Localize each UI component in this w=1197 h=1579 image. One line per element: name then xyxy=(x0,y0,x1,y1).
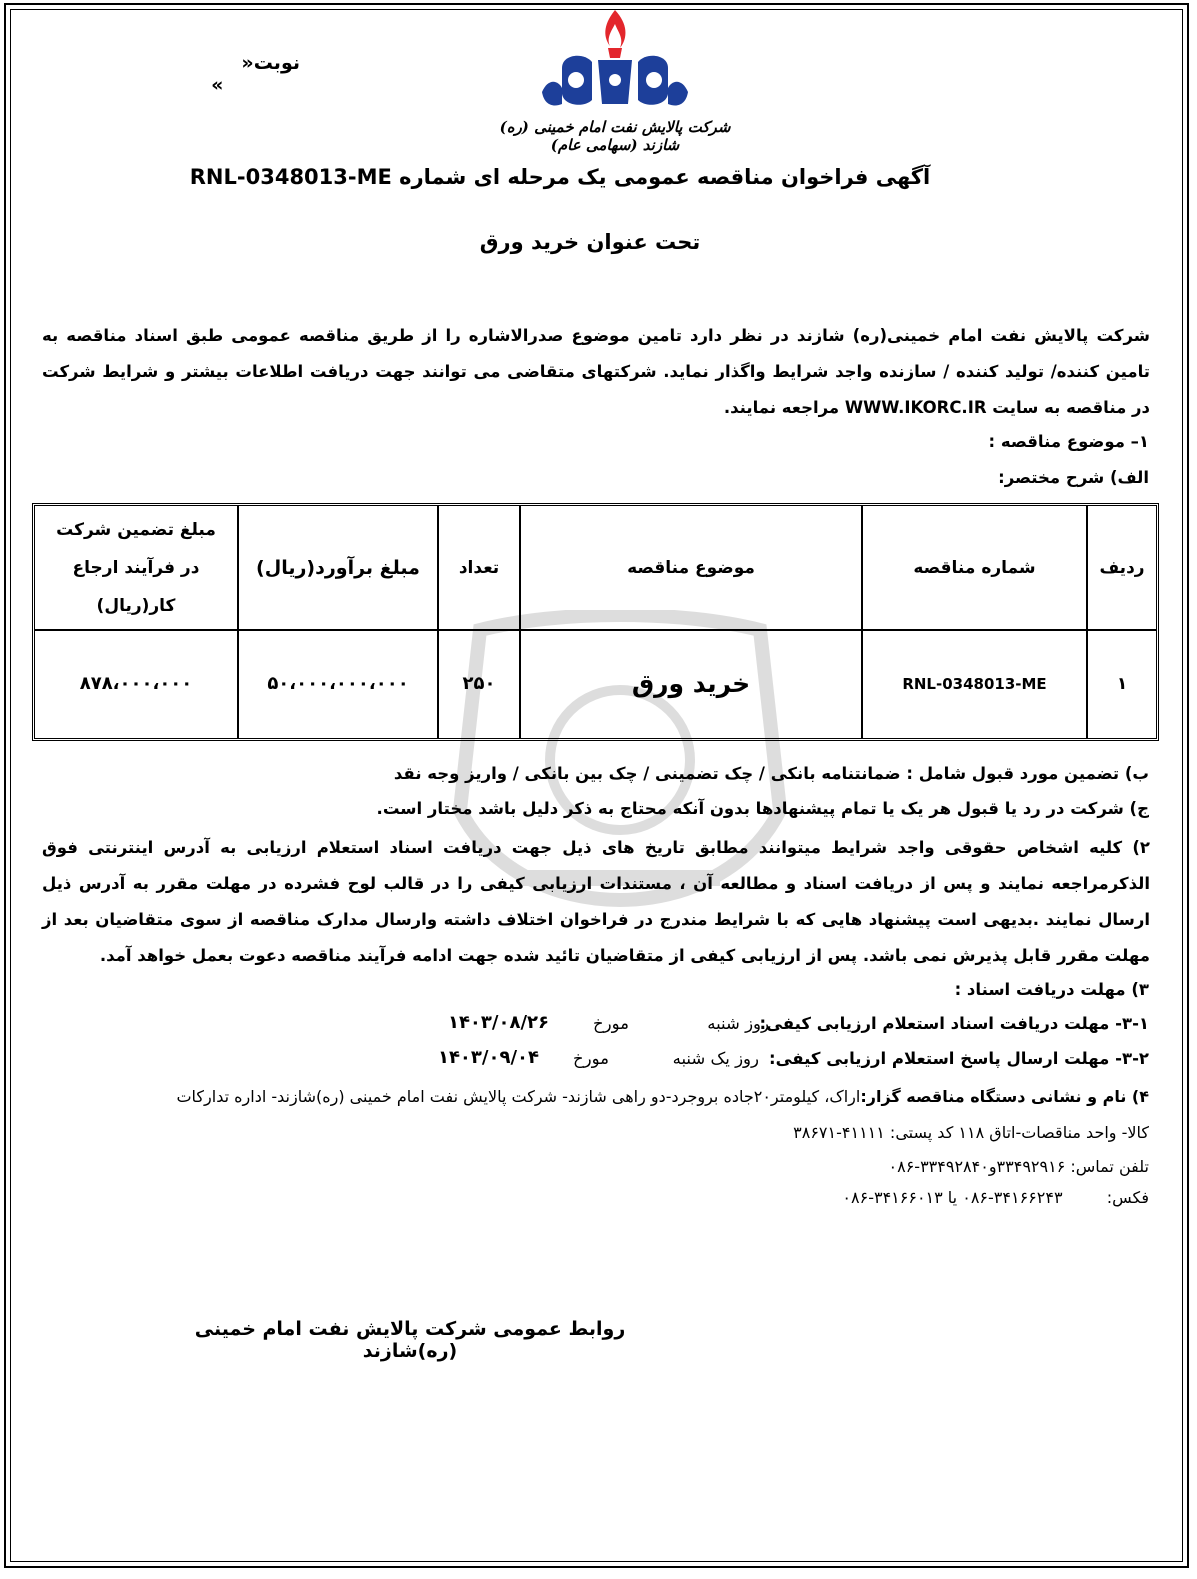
footer-signature: روابط عمومی شرکت پالایش نفت امام خمینی (ره)شازند xyxy=(194,1318,626,1362)
fax-label: فکس: xyxy=(1106,1188,1149,1207)
section1-heading: ۱– موضوع مناقصه : xyxy=(988,432,1149,451)
section4-address1: اراک، کیلومتر۲۰جاده بروجرد-دو راهی شازند- شرکت پالایش نفت امام خمینی (ره)شازند- اداره تدارکات xyxy=(176,1087,861,1106)
table-cell-row: ۱ xyxy=(1086,629,1156,738)
section4-line1 xyxy=(39,1087,1149,1106)
section4-fax-line xyxy=(649,1188,1149,1207)
turn-label xyxy=(170,52,300,96)
section4-phone: تلفن تماس: ۳۳۴۹۲۹۱۶و۳۳۴۹۲۸۴۰-۰۸۶ xyxy=(888,1157,1149,1176)
intro-paragraph: شرکت پالایش نفت امام خمینی(ره) شازند در نظر دارد تامین موضوع صدرالاشاره را از طریق مناقصه عمومی طبق اسناد مناقصه به تامین کننده/ تولید کننده / سازنده واجد شرایط واگذار نماید. شرکتهای متقاضی می توانند جهت دریافت اطلاعات بیشتر و شرایط شرکت در مناقصه به سایت WWW.IKORC.IR مراجعه نمایند. xyxy=(42,326,1150,417)
table-cell-estimate: ۵۰،۰۰۰،۰۰۰،۰۰۰ xyxy=(237,629,437,738)
turn-label-close: » xyxy=(211,74,224,96)
section1-sub-a: الف) شرح مختصر: xyxy=(998,468,1149,487)
header-count: تعداد xyxy=(437,506,519,629)
deadline-1-date: ۱۴۰۳/۰۸/۲۶ xyxy=(447,1012,549,1033)
condition-b: ب) تضمین مورد قبول شامل : ضمانتنامه بانکی / چک تضمینی / چک بین بانکی / واریز وجه نقد xyxy=(393,764,1149,783)
tender-table xyxy=(32,503,1159,741)
deadline-1-label: ۳-۱- مهلت دریافت اسناد استعلام ارزیابی کیفی: xyxy=(759,1014,1149,1033)
fax-number: ۳۴۱۶۶۲۴۳-۰۸۶ یا ۳۴۱۶۶۰۱۳-۰۸۶ xyxy=(842,1188,1063,1207)
section3-heading: ۳) مهلت دریافت اسناد : xyxy=(954,980,1149,999)
refinery-logo-icon xyxy=(522,8,708,114)
deadline-item-1 xyxy=(349,1014,1149,1042)
deadline-2-label: ۳-۲- مهلت ارسال پاسخ استعلام ارزیابی کیفی: xyxy=(768,1049,1149,1068)
table-cell-tender-number: RNL-0348013-ME xyxy=(861,629,1086,738)
company-logo xyxy=(490,8,740,154)
deadline-1-date-label: مورخ xyxy=(593,1014,629,1033)
header-subject: موضوع مناقصه xyxy=(519,506,861,629)
deadline-item-2 xyxy=(349,1049,1149,1077)
section2-paragraph: ۲) کلیه اشخاص حقوقی واجد شرایط میتوانند مطابق تاریخ های ذیل جهت دریافت اسناد استعلام ارزیابی به آدرس اینترنتی فوق الذکرمراجعه نمایند و پس از دریافت اسناد و مطالعه آن ، مستندات ارزیابی کیفی را در قالب لوح فشرده در مهلت مقرر به آدرس ذیل ارسال نمایند .بدیهی است پیشنهاد هایی که با شرایط مندرج در فراخوان اختلاف داشته وارسال مدارک مناقصه از سوی متقاضیان بعد از مهلت مقرر قابل پذیرش نمی باشد. پس از ارزیابی کیفی از متقاضیان تائید شده جهت ادامه فرآیند مناقصه دعوت بعمل خواهد آمد. xyxy=(42,838,1150,965)
section4-address2: کالا- واحد مناقصات-اتاق ۱۱۸ کد پستی: ۴۱۱۱۱-۳۸۶۷۱ xyxy=(793,1123,1149,1142)
table-cell-guarantee: ۸۷۸،۰۰۰،۰۰۰ xyxy=(79,673,193,694)
header-guarantee: مبلغ تضمین شرکت در فرآیند ارجاع کار(ریال) xyxy=(56,519,216,616)
turn-label-text: نوبت« xyxy=(241,52,300,74)
header-row-number: ردیف xyxy=(1086,506,1156,629)
deadline-2-date: ۱۴۰۳/۰۹/۰۴ xyxy=(437,1047,539,1068)
table-cell-subject: خرید ورق xyxy=(519,629,861,738)
header-tender-number: شماره مناقصه xyxy=(861,506,1086,629)
logo-caption: شرکت پالایش نفت امام خمینی (ره) شازند (سهامی عام) xyxy=(499,118,731,154)
deadline-2-day: روز یک شنبه xyxy=(672,1049,759,1068)
table-cell-count: ۲۵۰ xyxy=(437,629,519,738)
deadline-2-date-label: مورخ xyxy=(573,1049,609,1068)
section4-heading: ۴) نام و نشانی دستگاه مناقصه گزار: xyxy=(860,1087,1149,1106)
page-subtitle: تحت عنوان خرید ورق xyxy=(479,230,701,254)
header-estimate: مبلغ برآورد(ریال) xyxy=(237,506,437,629)
condition-c: ج) شرکت در رد یا قبول هر یک یا تمام پیشنهادها بدون آنکه محتاج به ذکر دلیل باشد مختار است. xyxy=(376,799,1149,818)
page-title: آگهی فراخوان مناقصه عمومی یک مرحله ای شماره RNL-0348013-ME xyxy=(189,165,931,189)
deadline-1-day: روز شنبه xyxy=(707,1014,769,1033)
